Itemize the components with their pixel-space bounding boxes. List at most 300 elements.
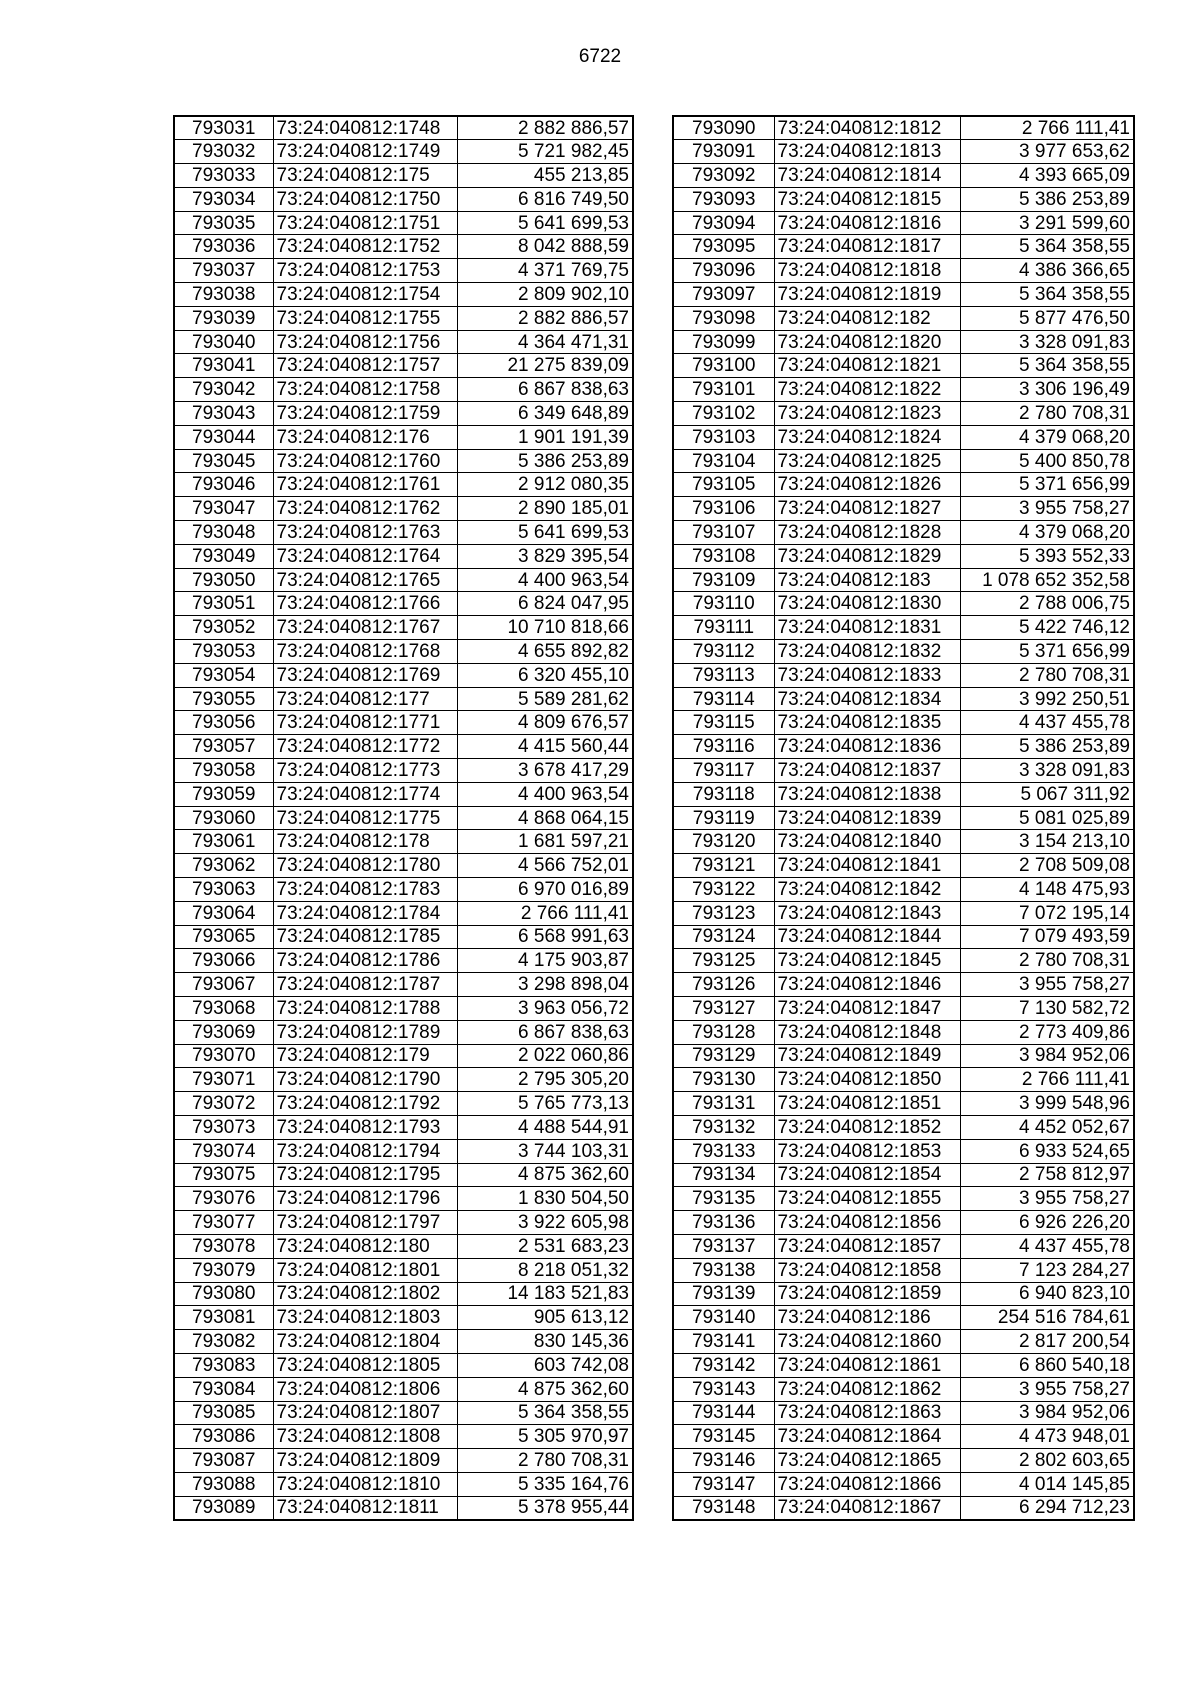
record-number-cell: 793111 xyxy=(673,616,774,640)
table-row xyxy=(174,640,633,664)
cadastral-number-cell: 73:24:040812:1766 xyxy=(273,592,457,616)
cadastral-value-cell: 2 758 812,97 xyxy=(960,1163,1134,1187)
cadastral-number-cell: 73:24:040812:1754 xyxy=(273,283,457,307)
table-row xyxy=(174,283,633,307)
cadastral-number-cell: 73:24:040812:1805 xyxy=(273,1353,457,1377)
cadastral-number-cell: 73:24:040812:183 xyxy=(774,568,960,592)
table-row xyxy=(174,1472,633,1496)
cadastral-value-cell: 3 984 952,06 xyxy=(960,1401,1134,1425)
cadastral-number-cell: 73:24:040812:176 xyxy=(273,425,457,449)
record-number-cell: 793127 xyxy=(673,996,774,1020)
table-row xyxy=(174,1187,633,1211)
cadastral-number-cell: 73:24:040812:1762 xyxy=(273,497,457,521)
cadastral-number-cell: 73:24:040812:1863 xyxy=(774,1401,960,1425)
record-number-cell: 793052 xyxy=(174,616,273,640)
table-body-right xyxy=(673,116,1134,1520)
table-row xyxy=(174,1401,633,1425)
cadastral-value-cell: 4 452 052,67 xyxy=(960,1115,1134,1139)
cadastral-value-cell: 2 773 409,86 xyxy=(960,1020,1134,1044)
cadastral-value-cell: 5 364 358,55 xyxy=(960,283,1134,307)
record-number-cell: 793082 xyxy=(174,1330,273,1354)
cadastral-number-cell: 73:24:040812:180 xyxy=(273,1234,457,1258)
table-row xyxy=(174,568,633,592)
cadastral-value-cell: 455 213,85 xyxy=(457,164,633,188)
cadastral-value-cell: 1 681 597,21 xyxy=(457,830,633,854)
table-row xyxy=(174,1211,633,1235)
cadastral-number-cell: 73:24:040812:1760 xyxy=(273,449,457,473)
table-row xyxy=(673,140,1134,164)
cadastral-value-cell: 6 824 047,95 xyxy=(457,592,633,616)
cadastral-value-cell: 5 877 476,50 xyxy=(960,306,1134,330)
table-row xyxy=(174,187,633,211)
cadastral-value-cell: 5 765 773,13 xyxy=(457,1092,633,1116)
table-row xyxy=(673,949,1134,973)
record-number-cell: 793046 xyxy=(174,473,273,497)
cadastral-number-cell: 73:24:040812:1750 xyxy=(273,187,457,211)
table-row xyxy=(174,1044,633,1068)
record-number-cell: 793145 xyxy=(673,1425,774,1449)
cadastral-number-cell: 73:24:040812:1808 xyxy=(273,1425,457,1449)
record-number-cell: 793064 xyxy=(174,901,273,925)
cadastral-number-cell: 73:24:040812:1757 xyxy=(273,354,457,378)
cadastral-value-cell: 3 955 758,27 xyxy=(960,497,1134,521)
cadastral-value-cell: 3 984 952,06 xyxy=(960,1044,1134,1068)
cadastral-number-cell: 73:24:040812:1793 xyxy=(273,1115,457,1139)
cadastral-number-cell: 73:24:040812:1816 xyxy=(774,211,960,235)
cadastral-number-cell: 73:24:040812:182 xyxy=(774,306,960,330)
cadastral-number-cell: 73:24:040812:1831 xyxy=(774,616,960,640)
table-row xyxy=(673,735,1134,759)
record-number-cell: 793103 xyxy=(673,425,774,449)
table-row xyxy=(174,830,633,854)
cadastral-number-cell: 73:24:040812:1758 xyxy=(273,378,457,402)
record-number-cell: 793113 xyxy=(673,663,774,687)
table-row xyxy=(673,1330,1134,1354)
table-row xyxy=(673,830,1134,854)
record-number-cell: 793112 xyxy=(673,640,774,664)
cadastral-value-cell: 2 788 006,75 xyxy=(960,592,1134,616)
cadastral-number-cell: 73:24:040812:1845 xyxy=(774,949,960,973)
cadastral-value-cell: 2 817 200,54 xyxy=(960,1330,1134,1354)
cadastral-value-cell: 2 022 060,86 xyxy=(457,1044,633,1068)
cadastral-value-cell: 6 816 749,50 xyxy=(457,187,633,211)
cadastral-number-cell: 73:24:040812:1820 xyxy=(774,330,960,354)
record-number-cell: 793063 xyxy=(174,878,273,902)
cadastral-number-cell: 73:24:040812:1763 xyxy=(273,521,457,545)
cadastral-number-cell: 73:24:040812:1857 xyxy=(774,1234,960,1258)
cadastral-number-cell: 73:24:040812:1822 xyxy=(774,378,960,402)
record-number-cell: 793120 xyxy=(673,830,774,854)
cadastral-number-cell: 73:24:040812:1764 xyxy=(273,544,457,568)
cadastral-value-cell: 4 379 068,20 xyxy=(960,521,1134,545)
cadastral-number-cell: 73:24:040812:1841 xyxy=(774,854,960,878)
table-row xyxy=(673,1092,1134,1116)
table-row xyxy=(673,1044,1134,1068)
cadastral-value-cell: 6 860 540,18 xyxy=(960,1353,1134,1377)
record-number-cell: 793033 xyxy=(174,164,273,188)
record-number-cell: 793093 xyxy=(673,187,774,211)
cadastral-value-cell: 5 364 358,55 xyxy=(457,1401,633,1425)
cadastral-number-cell: 73:24:040812:1807 xyxy=(273,1401,457,1425)
cadastral-value-cell: 2 795 305,20 xyxy=(457,1068,633,1092)
table-row xyxy=(174,1163,633,1187)
table-row xyxy=(174,1496,633,1520)
table-row xyxy=(673,901,1134,925)
table-row xyxy=(673,592,1134,616)
cadastral-number-cell: 73:24:040812:1756 xyxy=(273,330,457,354)
cadastral-value-cell: 2 809 902,10 xyxy=(457,283,633,307)
cadastral-value-cell: 4 386 366,65 xyxy=(960,259,1134,283)
cadastral-number-cell: 73:24:040812:1842 xyxy=(774,878,960,902)
table-row xyxy=(174,1068,633,1092)
cadastral-number-cell: 73:24:040812:1811 xyxy=(273,1496,457,1520)
cadastral-number-cell: 73:24:040812:1821 xyxy=(774,354,960,378)
cadastral-table-left xyxy=(173,115,634,1521)
table-row xyxy=(174,592,633,616)
record-number-cell: 793039 xyxy=(174,306,273,330)
cadastral-number-cell: 73:24:040812:1803 xyxy=(273,1306,457,1330)
table-row xyxy=(673,378,1134,402)
cadastral-value-cell: 3 744 103,31 xyxy=(457,1139,633,1163)
record-number-cell: 793130 xyxy=(673,1068,774,1092)
record-number-cell: 793084 xyxy=(174,1377,273,1401)
record-number-cell: 793146 xyxy=(673,1449,774,1473)
cadastral-number-cell: 73:24:040812:1753 xyxy=(273,259,457,283)
table-row xyxy=(673,1353,1134,1377)
table-row xyxy=(673,283,1134,307)
table-row xyxy=(673,259,1134,283)
cadastral-value-cell: 5 641 699,53 xyxy=(457,521,633,545)
table-row xyxy=(174,211,633,235)
record-number-cell: 793073 xyxy=(174,1115,273,1139)
table-row xyxy=(673,925,1134,949)
table-row xyxy=(673,663,1134,687)
cadastral-number-cell: 73:24:040812:1796 xyxy=(273,1187,457,1211)
record-number-cell: 793137 xyxy=(673,1234,774,1258)
cadastral-value-cell: 5 081 025,89 xyxy=(960,806,1134,830)
record-number-cell: 793068 xyxy=(174,996,273,1020)
record-number-cell: 793099 xyxy=(673,330,774,354)
record-number-cell: 793037 xyxy=(174,259,273,283)
record-number-cell: 793075 xyxy=(174,1163,273,1187)
record-number-cell: 793078 xyxy=(174,1234,273,1258)
record-number-cell: 793058 xyxy=(174,759,273,783)
cadastral-value-cell: 4 488 544,91 xyxy=(457,1115,633,1139)
cadastral-number-cell: 73:24:040812:1844 xyxy=(774,925,960,949)
record-number-cell: 793136 xyxy=(673,1211,774,1235)
record-number-cell: 793114 xyxy=(673,687,774,711)
record-number-cell: 793069 xyxy=(174,1020,273,1044)
cadastral-number-cell: 73:24:040812:1751 xyxy=(273,211,457,235)
cadastral-number-cell: 73:24:040812:1787 xyxy=(273,973,457,997)
record-number-cell: 793047 xyxy=(174,497,273,521)
cadastral-number-cell: 73:24:040812:1784 xyxy=(273,901,457,925)
record-number-cell: 793108 xyxy=(673,544,774,568)
page-number: 6722 xyxy=(578,46,622,67)
record-number-cell: 793102 xyxy=(673,402,774,426)
cadastral-value-cell: 2 708 509,08 xyxy=(960,854,1134,878)
table-row xyxy=(174,1449,633,1473)
cadastral-number-cell: 73:24:040812:1850 xyxy=(774,1068,960,1092)
cadastral-value-cell: 7 130 582,72 xyxy=(960,996,1134,1020)
cadastral-number-cell: 73:24:040812:1838 xyxy=(774,782,960,806)
table-row xyxy=(174,901,633,925)
cadastral-value-cell: 5 335 164,76 xyxy=(457,1472,633,1496)
record-number-cell: 793133 xyxy=(673,1139,774,1163)
record-number-cell: 793125 xyxy=(673,949,774,973)
table-row xyxy=(174,1020,633,1044)
cadastral-number-cell: 73:24:040812:1867 xyxy=(774,1496,960,1520)
record-number-cell: 793128 xyxy=(673,1020,774,1044)
cadastral-value-cell: 3 963 056,72 xyxy=(457,996,633,1020)
cadastral-value-cell: 3 306 196,49 xyxy=(960,378,1134,402)
table-row xyxy=(174,473,633,497)
cadastral-value-cell: 5 305 970,97 xyxy=(457,1425,633,1449)
record-number-cell: 793129 xyxy=(673,1044,774,1068)
table-row xyxy=(673,640,1134,664)
cadastral-number-cell: 73:24:040812:1865 xyxy=(774,1449,960,1473)
cadastral-number-cell: 73:24:040812:1802 xyxy=(273,1282,457,1306)
cadastral-value-cell: 3 291 599,60 xyxy=(960,211,1134,235)
table-row xyxy=(174,306,633,330)
cadastral-number-cell: 73:24:040812:1774 xyxy=(273,782,457,806)
cadastral-value-cell: 4 566 752,01 xyxy=(457,854,633,878)
record-number-cell: 793066 xyxy=(174,949,273,973)
cadastral-number-cell: 73:24:040812:1849 xyxy=(774,1044,960,1068)
cadastral-value-cell: 2 780 708,31 xyxy=(960,949,1134,973)
record-number-cell: 793041 xyxy=(174,354,273,378)
cadastral-number-cell: 73:24:040812:1792 xyxy=(273,1092,457,1116)
record-number-cell: 793147 xyxy=(673,1472,774,1496)
cadastral-value-cell: 6 940 823,10 xyxy=(960,1282,1134,1306)
table-row xyxy=(174,164,633,188)
record-number-cell: 793054 xyxy=(174,663,273,687)
cadastral-number-cell: 73:24:040812:1855 xyxy=(774,1187,960,1211)
record-number-cell: 793032 xyxy=(174,140,273,164)
cadastral-number-cell: 73:24:040812:1835 xyxy=(774,711,960,735)
cadastral-value-cell: 4 437 455,78 xyxy=(960,1234,1134,1258)
cadastral-value-cell: 2 882 886,57 xyxy=(457,306,633,330)
record-number-cell: 793031 xyxy=(174,116,273,140)
table-row xyxy=(174,1353,633,1377)
table-row xyxy=(673,425,1134,449)
record-number-cell: 793083 xyxy=(174,1353,273,1377)
cadastral-value-cell: 2 766 111,41 xyxy=(960,1068,1134,1092)
table-row xyxy=(673,116,1134,140)
cadastral-value-cell: 4 437 455,78 xyxy=(960,711,1134,735)
record-number-cell: 793070 xyxy=(174,1044,273,1068)
cadastral-value-cell: 4 875 362,60 xyxy=(457,1163,633,1187)
cadastral-value-cell: 4 393 665,09 xyxy=(960,164,1134,188)
table-row xyxy=(174,1377,633,1401)
cadastral-value-cell: 4 655 892,82 xyxy=(457,640,633,664)
cadastral-number-cell: 73:24:040812:186 xyxy=(774,1306,960,1330)
cadastral-number-cell: 73:24:040812:179 xyxy=(273,1044,457,1068)
cadastral-number-cell: 73:24:040812:1810 xyxy=(273,1472,457,1496)
cadastral-value-cell: 2 802 603,65 xyxy=(960,1449,1134,1473)
record-number-cell: 793055 xyxy=(174,687,273,711)
cadastral-value-cell: 3 922 605,98 xyxy=(457,1211,633,1235)
table-row xyxy=(673,854,1134,878)
table-row xyxy=(174,1092,633,1116)
table-row xyxy=(174,759,633,783)
record-number-cell: 793141 xyxy=(673,1330,774,1354)
table-row xyxy=(673,1258,1134,1282)
record-number-cell: 793131 xyxy=(673,1092,774,1116)
cadastral-number-cell: 73:24:040812:1824 xyxy=(774,425,960,449)
table-row xyxy=(673,1449,1134,1473)
cadastral-value-cell: 5 067 311,92 xyxy=(960,782,1134,806)
cadastral-number-cell: 73:24:040812:1801 xyxy=(273,1258,457,1282)
table-row xyxy=(673,211,1134,235)
record-number-cell: 793139 xyxy=(673,1282,774,1306)
cadastral-value-cell: 2 766 111,41 xyxy=(960,116,1134,140)
record-number-cell: 793085 xyxy=(174,1401,273,1425)
cadastral-number-cell: 73:24:040812:1768 xyxy=(273,640,457,664)
record-number-cell: 793090 xyxy=(673,116,774,140)
table-row xyxy=(673,1020,1134,1044)
table-row xyxy=(174,949,633,973)
record-number-cell: 793086 xyxy=(174,1425,273,1449)
table-row xyxy=(174,1425,633,1449)
cadastral-number-cell: 73:24:040812:1843 xyxy=(774,901,960,925)
cadastral-number-cell: 73:24:040812:1789 xyxy=(273,1020,457,1044)
record-number-cell: 793057 xyxy=(174,735,273,759)
cadastral-number-cell: 73:24:040812:1785 xyxy=(273,925,457,949)
record-number-cell: 793094 xyxy=(673,211,774,235)
record-number-cell: 793095 xyxy=(673,235,774,259)
table-row xyxy=(174,878,633,902)
cadastral-number-cell: 73:24:040812:1817 xyxy=(774,235,960,259)
table-row xyxy=(673,568,1134,592)
record-number-cell: 793122 xyxy=(673,878,774,902)
table-row xyxy=(174,402,633,426)
cadastral-value-cell: 2 780 708,31 xyxy=(960,663,1134,687)
cadastral-value-cell: 5 386 253,89 xyxy=(457,449,633,473)
table-row xyxy=(174,544,633,568)
record-number-cell: 793081 xyxy=(174,1306,273,1330)
record-number-cell: 793059 xyxy=(174,782,273,806)
cadastral-value-cell: 6 933 524,65 xyxy=(960,1139,1134,1163)
record-number-cell: 793144 xyxy=(673,1401,774,1425)
record-number-cell: 793043 xyxy=(174,402,273,426)
table-row xyxy=(673,1496,1134,1520)
cadastral-value-cell: 6 867 838,63 xyxy=(457,378,633,402)
cadastral-value-cell: 5 589 281,62 xyxy=(457,687,633,711)
record-number-cell: 793105 xyxy=(673,473,774,497)
record-number-cell: 793098 xyxy=(673,306,774,330)
cadastral-number-cell: 73:24:040812:1804 xyxy=(273,1330,457,1354)
table-row xyxy=(673,759,1134,783)
record-number-cell: 793097 xyxy=(673,283,774,307)
cadastral-value-cell: 6 926 226,20 xyxy=(960,1211,1134,1235)
cadastral-number-cell: 73:24:040812:1836 xyxy=(774,735,960,759)
record-number-cell: 793072 xyxy=(174,1092,273,1116)
table-row xyxy=(174,259,633,283)
cadastral-number-cell: 73:24:040812:1839 xyxy=(774,806,960,830)
cadastral-number-cell: 73:24:040812:1780 xyxy=(273,854,457,878)
cadastral-value-cell: 4 415 560,44 xyxy=(457,735,633,759)
cadastral-value-cell: 21 275 839,09 xyxy=(457,354,633,378)
cadastral-number-cell: 73:24:040812:1813 xyxy=(774,140,960,164)
record-number-cell: 793109 xyxy=(673,568,774,592)
table-row xyxy=(174,330,633,354)
table-row xyxy=(174,973,633,997)
cadastral-value-cell: 3 955 758,27 xyxy=(960,1377,1134,1401)
cadastral-value-cell: 6 970 016,89 xyxy=(457,878,633,902)
record-number-cell: 793091 xyxy=(673,140,774,164)
record-number-cell: 793076 xyxy=(174,1187,273,1211)
record-number-cell: 793044 xyxy=(174,425,273,449)
table-row xyxy=(174,1306,633,1330)
cadastral-number-cell: 73:24:040812:1860 xyxy=(774,1330,960,1354)
table-row xyxy=(673,973,1134,997)
cadastral-number-cell: 73:24:040812:1749 xyxy=(273,140,457,164)
record-number-cell: 793040 xyxy=(174,330,273,354)
cadastral-value-cell: 4 364 471,31 xyxy=(457,330,633,354)
cadastral-value-cell: 5 721 982,45 xyxy=(457,140,633,164)
record-number-cell: 793050 xyxy=(174,568,273,592)
record-number-cell: 793060 xyxy=(174,806,273,830)
record-number-cell: 793053 xyxy=(174,640,273,664)
cadastral-number-cell: 73:24:040812:175 xyxy=(273,164,457,188)
table-row xyxy=(673,1163,1134,1187)
table-row xyxy=(174,140,633,164)
record-number-cell: 793092 xyxy=(673,164,774,188)
cadastral-number-cell: 73:24:040812:1755 xyxy=(273,306,457,330)
cadastral-number-cell: 73:24:040812:1814 xyxy=(774,164,960,188)
record-number-cell: 793107 xyxy=(673,521,774,545)
cadastral-value-cell: 1 078 652 352,58 xyxy=(960,568,1134,592)
cadastral-number-cell: 73:24:040812:1809 xyxy=(273,1449,457,1473)
cadastral-number-cell: 73:24:040812:1840 xyxy=(774,830,960,854)
record-number-cell: 793034 xyxy=(174,187,273,211)
table-row xyxy=(174,449,633,473)
record-number-cell: 793071 xyxy=(174,1068,273,1092)
cadastral-number-cell: 73:24:040812:1819 xyxy=(774,283,960,307)
record-number-cell: 793088 xyxy=(174,1472,273,1496)
record-number-cell: 793126 xyxy=(673,973,774,997)
record-number-cell: 793119 xyxy=(673,806,774,830)
record-number-cell: 793135 xyxy=(673,1187,774,1211)
record-number-cell: 793061 xyxy=(174,830,273,854)
table-row xyxy=(673,402,1134,426)
cadastral-number-cell: 73:24:040812:1833 xyxy=(774,663,960,687)
record-number-cell: 793101 xyxy=(673,378,774,402)
record-number-cell: 793065 xyxy=(174,925,273,949)
cadastral-value-cell: 5 371 656,99 xyxy=(960,640,1134,664)
cadastral-value-cell: 5 378 955,44 xyxy=(457,1496,633,1520)
cadastral-number-cell: 73:24:040812:1851 xyxy=(774,1092,960,1116)
cadastral-value-cell: 2 882 886,57 xyxy=(457,116,633,140)
cadastral-number-cell: 73:24:040812:1854 xyxy=(774,1163,960,1187)
cadastral-number-cell: 73:24:040812:1832 xyxy=(774,640,960,664)
cadastral-value-cell: 4 868 064,15 xyxy=(457,806,633,830)
record-number-cell: 793106 xyxy=(673,497,774,521)
table-row xyxy=(673,354,1134,378)
cadastral-number-cell: 73:24:040812:1767 xyxy=(273,616,457,640)
cadastral-number-cell: 73:24:040812:1834 xyxy=(774,687,960,711)
cadastral-value-cell: 3 829 395,54 xyxy=(457,544,633,568)
table-row xyxy=(174,996,633,1020)
cadastral-value-cell: 2 890 185,01 xyxy=(457,497,633,521)
cadastral-value-cell: 905 613,12 xyxy=(457,1306,633,1330)
table-row xyxy=(174,354,633,378)
record-number-cell: 793067 xyxy=(174,973,273,997)
record-number-cell: 793118 xyxy=(673,782,774,806)
cadastral-number-cell: 73:24:040812:178 xyxy=(273,830,457,854)
cadastral-number-cell: 73:24:040812:1794 xyxy=(273,1139,457,1163)
